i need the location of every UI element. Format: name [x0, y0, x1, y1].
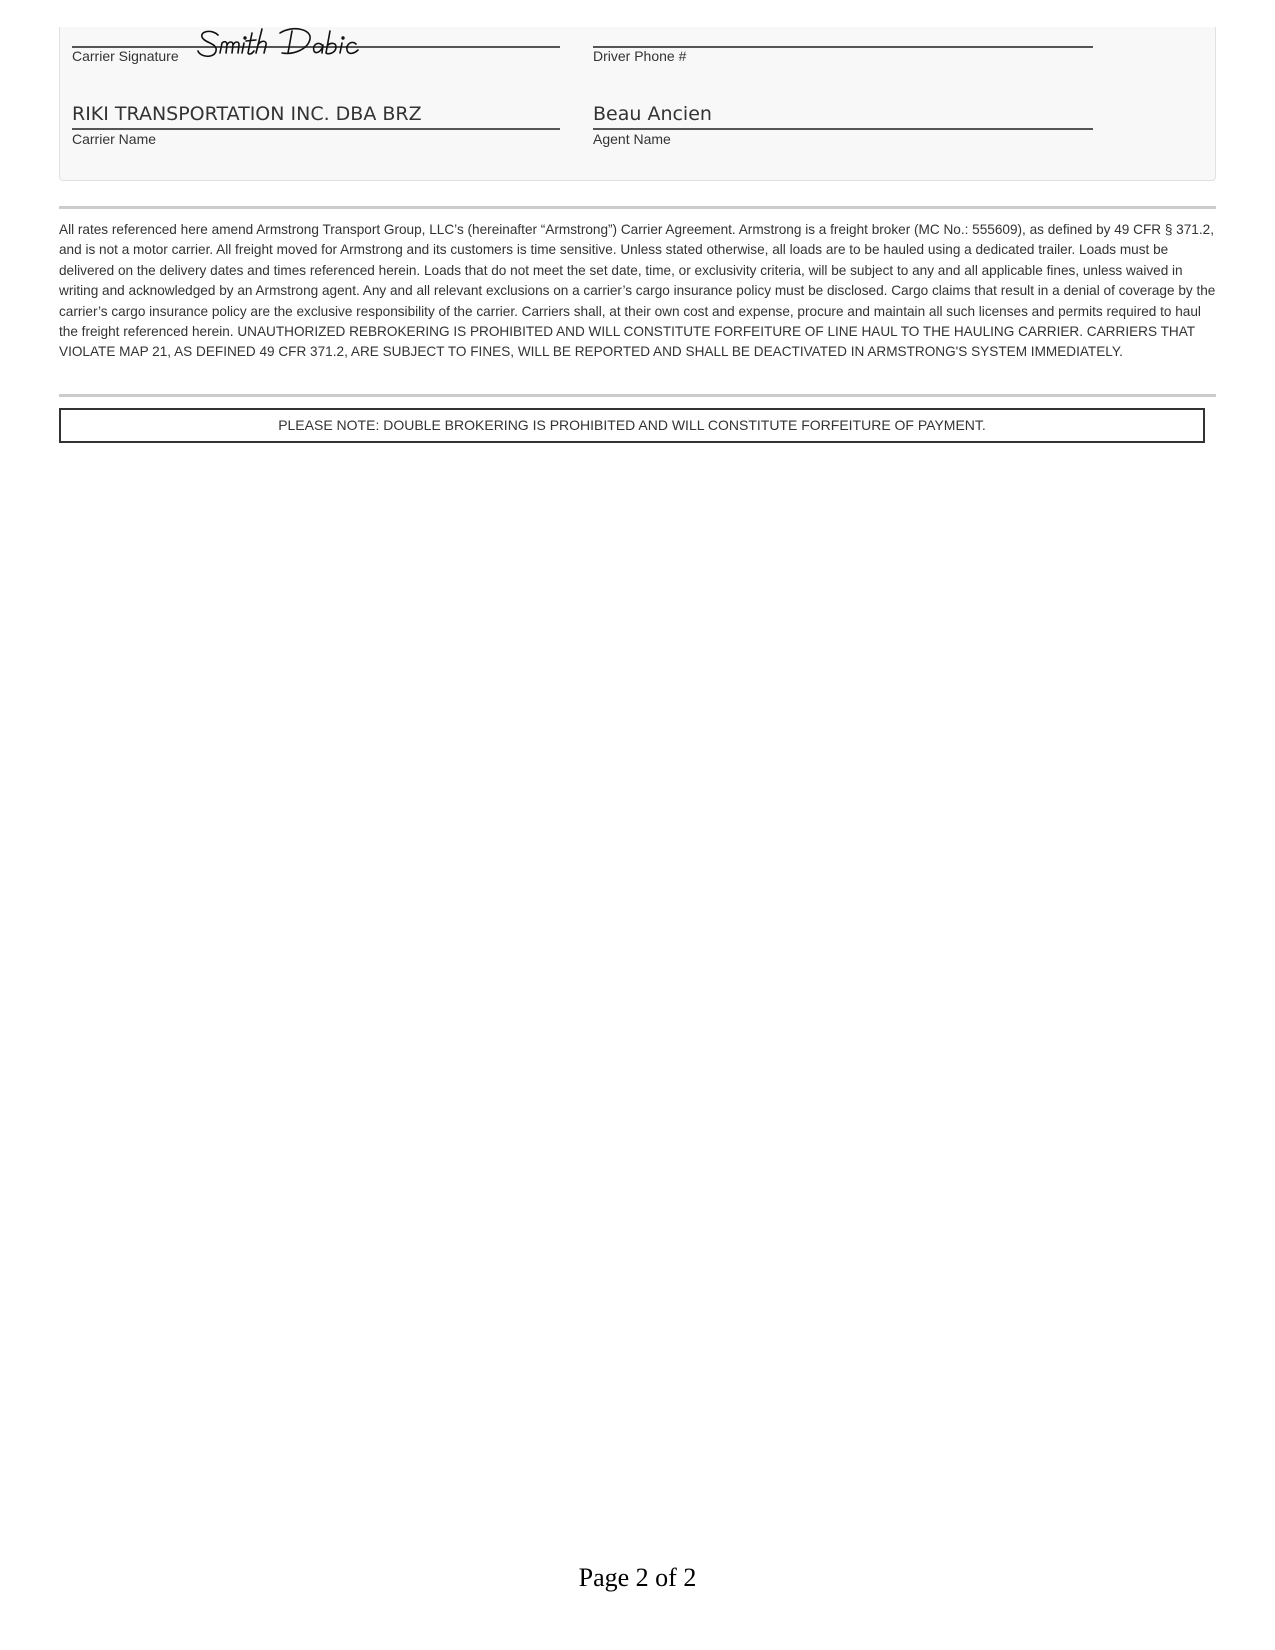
agent-name-value: Beau Ancien [593, 103, 712, 125]
divider-top [59, 206, 1216, 209]
terms-paragraph: All rates referenced here amend Armstrong Transport Group, LLC’s (hereinafter “Armstrong”) Carrier Agreement. Armstrong is a freight broker (MC No.: 555609), as defined by 49 CFR § 371.2, and is not a motor carrier. All freight moved for Armstrong and its customers is time sensitive. Unless stated otherwise, all loads are to be hauled using a dedicated trailer. Loads must be delivered on the delivery dates and times referenced herein. Loads that do not meet the set date, time, or exclusivity criteria, will be subject to any and all applicable fines, unless waived in writing and acknowledged by an Armstrong agent. Any and all relevant exclusions on a carrier’s cargo insurance policy must be disclosed. Cargo claims that result in a denial of coverage by the carrier’s cargo insurance policy are the exclusive responsibility of the carrier. Carriers shall, at their own cost and expense, procure and maintain all such licenses and permits required to haul the freight referenced herein. UNAUTHORIZED REBROKERING IS PROHIBITED AND WILL CONSTITUTE FORFEITURE OF LINE HAUL TO THE HAULING CARRIER. CARRIERS THAT VIOLATE MAP 21, AS DEFINED 49 CFR 371.2, ARE SUBJECT TO FINES, WILL BE REPORTED AND SHALL BE DEACTIVATED IN ARMSTRONG'S SYSTEM IMMEDIATELY. [59, 222, 1216, 360]
handwritten-signature [196, 23, 406, 67]
double-brokering-notice: PLEASE NOTE: DOUBLE BROKERING IS PROHIBITED AND WILL CONSTITUTE FORFEITURE OF PAYMENT. [59, 408, 1205, 443]
carrier-signature-label: Carrier Signature [72, 48, 179, 64]
carrier-signature-field [72, 27, 560, 67]
driver-phone-label: Driver Phone # [593, 48, 687, 64]
divider-bottom [59, 394, 1216, 397]
carrier-name-line [72, 128, 560, 130]
driver-phone-field [593, 27, 1093, 67]
signature-panel [59, 27, 1216, 181]
agent-name-line [593, 128, 1093, 130]
carrier-name-field [72, 103, 560, 153]
page-number: Page 2 of 2 [578, 1563, 697, 1592]
carrier-name-value: RIKI TRANSPORTATION INC. DBA BRZ [72, 103, 422, 125]
agent-name-label: Agent Name [593, 131, 671, 147]
agent-name-field [593, 103, 1093, 153]
carrier-name-label: Carrier Name [72, 131, 157, 147]
